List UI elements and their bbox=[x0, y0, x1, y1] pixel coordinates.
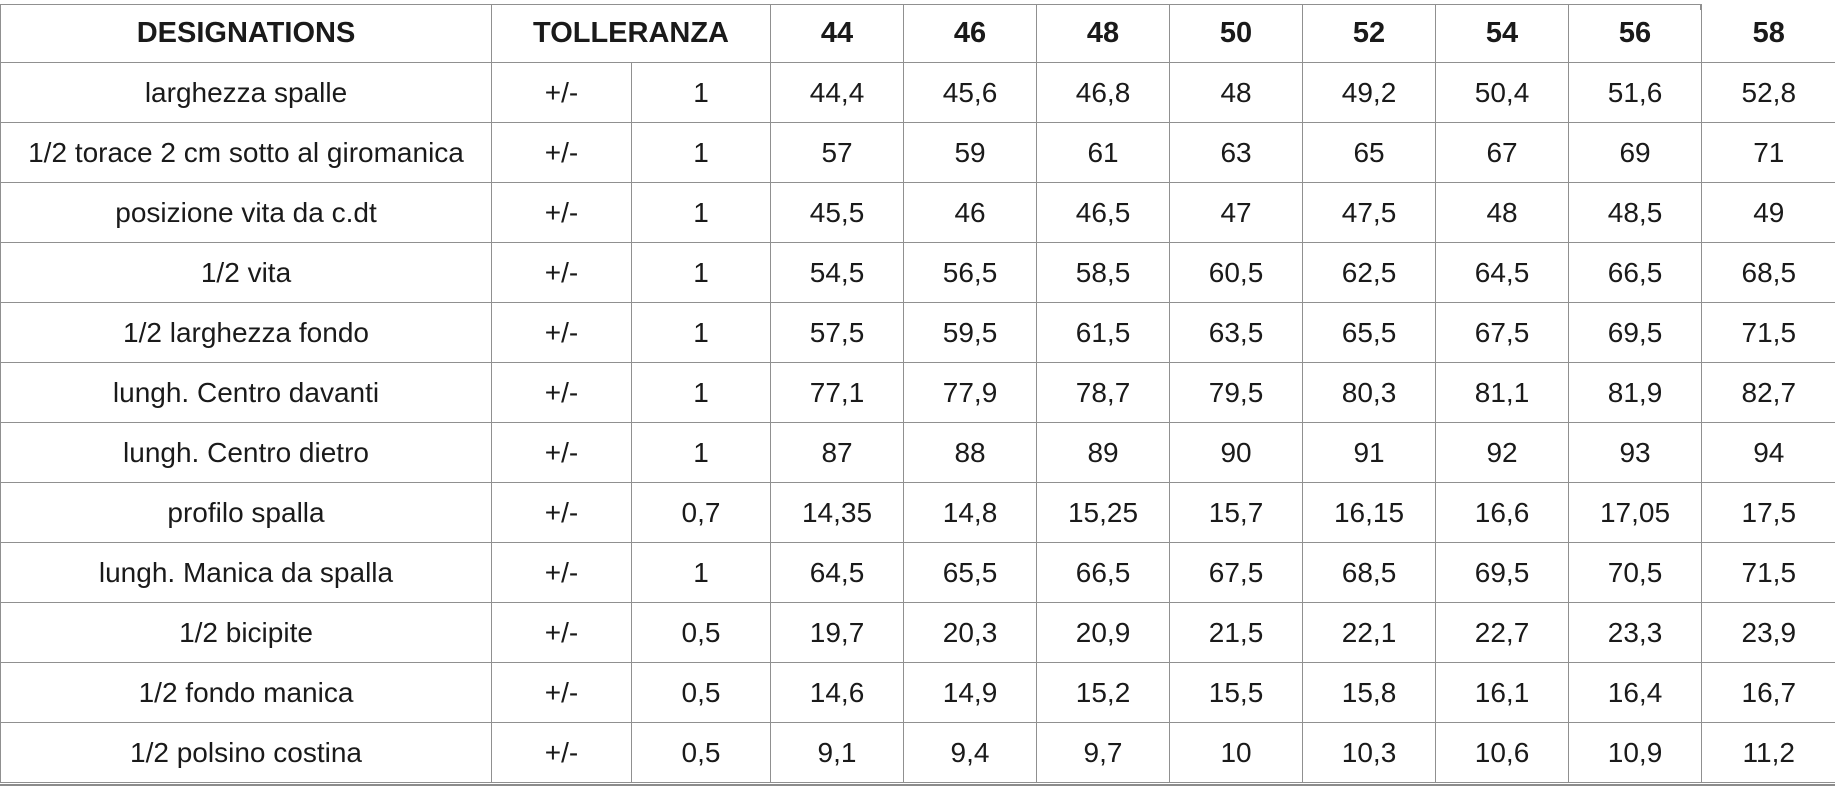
column-header-size-54: 54 bbox=[1436, 5, 1569, 63]
measurement-cell: 77,1 bbox=[771, 363, 904, 423]
measurement-cell: 66,5 bbox=[1569, 243, 1702, 303]
measurement-cell: 9,7 bbox=[1037, 723, 1170, 783]
tolerance-sign-cell: +/- bbox=[492, 543, 632, 603]
measurement-cell: 71,5 bbox=[1702, 303, 1835, 363]
measurement-cell: 10,6 bbox=[1436, 723, 1569, 783]
measurement-cell: 65,5 bbox=[1303, 303, 1436, 363]
designation-cell: 1/2 fondo manica bbox=[1, 663, 492, 723]
tolerance-value-cell: 0,5 bbox=[632, 603, 771, 663]
measurement-cell: 14,6 bbox=[771, 663, 904, 723]
measurement-cell: 23,3 bbox=[1569, 603, 1702, 663]
measurement-cell: 15,2 bbox=[1037, 663, 1170, 723]
table-row bbox=[1, 483, 1835, 543]
designation-cell: 1/2 larghezza fondo bbox=[1, 303, 492, 363]
designation-cell: posizione vita da c.dt bbox=[1, 183, 492, 243]
measurement-cell: 9,1 bbox=[771, 723, 904, 783]
measurement-cell: 46,8 bbox=[1037, 63, 1170, 123]
table-row bbox=[1, 663, 1835, 723]
measurement-cell: 16,1 bbox=[1436, 663, 1569, 723]
column-header-tolleranza: TOLLERANZA bbox=[492, 5, 771, 63]
measurement-cell: 46,5 bbox=[1037, 183, 1170, 243]
measurement-cell: 60,5 bbox=[1170, 243, 1303, 303]
measurement-cell: 16,15 bbox=[1303, 483, 1436, 543]
header-divider-stub bbox=[1700, 4, 1701, 10]
table-row bbox=[1, 603, 1835, 663]
tolerance-value-cell: 1 bbox=[632, 303, 771, 363]
measurement-cell: 81,9 bbox=[1569, 363, 1702, 423]
tolerance-sign-cell: +/- bbox=[492, 63, 632, 123]
measurement-cell: 69 bbox=[1569, 123, 1702, 183]
measurement-cell: 19,7 bbox=[771, 603, 904, 663]
measurement-cell: 51,6 bbox=[1569, 63, 1702, 123]
measurement-cell: 58,5 bbox=[1037, 243, 1170, 303]
tolerance-sign-cell: +/- bbox=[492, 123, 632, 183]
table-row bbox=[1, 63, 1835, 123]
column-header-size-58: 58 bbox=[1702, 5, 1835, 63]
designation-cell: lungh. Centro davanti bbox=[1, 363, 492, 423]
measurement-cell: 66,5 bbox=[1037, 543, 1170, 603]
tolerance-value-cell: 1 bbox=[632, 243, 771, 303]
measurement-cell: 49 bbox=[1702, 183, 1835, 243]
measurement-cell: 22,1 bbox=[1303, 603, 1436, 663]
table-row bbox=[1, 183, 1835, 243]
measurement-cell: 64,5 bbox=[1436, 243, 1569, 303]
measurement-cell: 21,5 bbox=[1170, 603, 1303, 663]
tolerance-sign-cell: +/- bbox=[492, 723, 632, 783]
measurement-cell: 22,7 bbox=[1436, 603, 1569, 663]
measurement-cell: 20,9 bbox=[1037, 603, 1170, 663]
measurement-cell: 77,9 bbox=[904, 363, 1037, 423]
measurement-cell: 56,5 bbox=[904, 243, 1037, 303]
measurement-cell: 45,5 bbox=[771, 183, 904, 243]
measurement-cell: 15,25 bbox=[1037, 483, 1170, 543]
measurement-cell: 63 bbox=[1170, 123, 1303, 183]
designation-cell: lungh. Centro dietro bbox=[1, 423, 492, 483]
tolerance-sign-cell: +/- bbox=[492, 243, 632, 303]
table-row bbox=[1, 363, 1835, 423]
measurement-cell: 79,5 bbox=[1170, 363, 1303, 423]
measurement-cell: 88 bbox=[904, 423, 1037, 483]
measurement-cell: 61,5 bbox=[1037, 303, 1170, 363]
tolerance-sign-cell: +/- bbox=[492, 303, 632, 363]
measurement-cell: 68,5 bbox=[1303, 543, 1436, 603]
measurement-cell: 57 bbox=[771, 123, 904, 183]
column-header-size-48: 48 bbox=[1037, 5, 1170, 63]
measurement-cell: 78,7 bbox=[1037, 363, 1170, 423]
measurement-cell: 67,5 bbox=[1436, 303, 1569, 363]
designation-cell: lungh. Manica da spalla bbox=[1, 543, 492, 603]
measurement-cell: 48 bbox=[1436, 183, 1569, 243]
measurement-cell: 80,3 bbox=[1303, 363, 1436, 423]
tolerance-value-cell: 1 bbox=[632, 543, 771, 603]
tolerance-sign-cell: +/- bbox=[492, 663, 632, 723]
tolerance-value-cell: 0,7 bbox=[632, 483, 771, 543]
designation-cell: 1/2 torace 2 cm sotto al giromanica bbox=[1, 123, 492, 183]
table-row bbox=[1, 303, 1835, 363]
measurement-cell: 17,5 bbox=[1702, 483, 1835, 543]
measurement-cell: 10 bbox=[1170, 723, 1303, 783]
measurement-cell: 94 bbox=[1702, 423, 1835, 483]
measurement-cell: 20,3 bbox=[904, 603, 1037, 663]
tolerance-value-cell: 1 bbox=[632, 363, 771, 423]
measurement-cell: 64,5 bbox=[771, 543, 904, 603]
measurement-cell: 10,9 bbox=[1569, 723, 1702, 783]
measurement-cell: 47 bbox=[1170, 183, 1303, 243]
table-row bbox=[1, 123, 1835, 183]
measurement-cell: 9,4 bbox=[904, 723, 1037, 783]
measurement-cell: 14,9 bbox=[904, 663, 1037, 723]
table-row bbox=[1, 243, 1835, 303]
measurement-cell: 57,5 bbox=[771, 303, 904, 363]
table-header-row bbox=[1, 5, 1835, 63]
measurement-cell: 82,7 bbox=[1702, 363, 1835, 423]
tolerance-value-cell: 0,5 bbox=[632, 723, 771, 783]
measurement-cell: 91 bbox=[1303, 423, 1436, 483]
measurement-cell: 65,5 bbox=[904, 543, 1037, 603]
designation-cell: larghezza spalle bbox=[1, 63, 492, 123]
measurement-cell: 50,4 bbox=[1436, 63, 1569, 123]
measurement-cell: 62,5 bbox=[1303, 243, 1436, 303]
column-header-size-44: 44 bbox=[771, 5, 904, 63]
measurement-cell: 90 bbox=[1170, 423, 1303, 483]
measurement-cell: 49,2 bbox=[1303, 63, 1436, 123]
designation-cell: 1/2 vita bbox=[1, 243, 492, 303]
column-header-size-56: 56 bbox=[1569, 5, 1702, 63]
measurement-cell: 15,7 bbox=[1170, 483, 1303, 543]
tolerance-sign-cell: +/- bbox=[492, 183, 632, 243]
measurement-cell: 14,35 bbox=[771, 483, 904, 543]
measurement-cell: 69,5 bbox=[1436, 543, 1569, 603]
measurement-cell: 71,5 bbox=[1702, 543, 1835, 603]
column-header-size-46: 46 bbox=[904, 5, 1037, 63]
tolerance-value-cell: 1 bbox=[632, 183, 771, 243]
measurement-cell: 61 bbox=[1037, 123, 1170, 183]
column-header-designations: DESIGNATIONS bbox=[1, 5, 492, 63]
tolerance-sign-cell: +/- bbox=[492, 483, 632, 543]
measurement-cell: 93 bbox=[1569, 423, 1702, 483]
measurement-cell: 59 bbox=[904, 123, 1037, 183]
measurement-cell: 16,7 bbox=[1702, 663, 1835, 723]
measurement-cell: 68,5 bbox=[1702, 243, 1835, 303]
measurement-cell: 71 bbox=[1702, 123, 1835, 183]
measurement-cell: 17,05 bbox=[1569, 483, 1702, 543]
designation-cell: profilo spalla bbox=[1, 483, 492, 543]
measurement-cell: 10,3 bbox=[1303, 723, 1436, 783]
measurement-cell: 59,5 bbox=[904, 303, 1037, 363]
designation-cell: 1/2 bicipite bbox=[1, 603, 492, 663]
tolerance-sign-cell: +/- bbox=[492, 603, 632, 663]
measurement-cell: 89 bbox=[1037, 423, 1170, 483]
measurement-cell: 54,5 bbox=[771, 243, 904, 303]
measurement-cell: 52,8 bbox=[1702, 63, 1835, 123]
tolerance-value-cell: 1 bbox=[632, 63, 771, 123]
measurement-cell: 67,5 bbox=[1170, 543, 1303, 603]
column-header-size-50: 50 bbox=[1170, 5, 1303, 63]
measurement-cell: 11,2 bbox=[1702, 723, 1835, 783]
tolerance-value-cell: 1 bbox=[632, 123, 771, 183]
tolerance-value-cell: 1 bbox=[632, 423, 771, 483]
tolerance-value-cell: 0,5 bbox=[632, 663, 771, 723]
measurement-cell: 69,5 bbox=[1569, 303, 1702, 363]
measurement-cell: 16,6 bbox=[1436, 483, 1569, 543]
table-row bbox=[1, 423, 1835, 483]
measurement-cell: 15,5 bbox=[1170, 663, 1303, 723]
measurement-cell: 48,5 bbox=[1569, 183, 1702, 243]
measurement-cell: 92 bbox=[1436, 423, 1569, 483]
measurement-cell: 23,9 bbox=[1702, 603, 1835, 663]
size-measurement-table bbox=[0, 4, 1835, 783]
table-row bbox=[1, 723, 1835, 783]
measurement-cell: 70,5 bbox=[1569, 543, 1702, 603]
table-body bbox=[1, 63, 1835, 783]
measurement-cell: 63,5 bbox=[1170, 303, 1303, 363]
measurement-cell: 48 bbox=[1170, 63, 1303, 123]
measurement-cell: 46 bbox=[904, 183, 1037, 243]
table-row bbox=[1, 543, 1835, 603]
measurement-cell: 67 bbox=[1436, 123, 1569, 183]
measurement-cell: 81,1 bbox=[1436, 363, 1569, 423]
measurement-cell: 87 bbox=[771, 423, 904, 483]
size-spec-sheet bbox=[0, 4, 1835, 786]
measurement-cell: 14,8 bbox=[904, 483, 1037, 543]
measurement-cell: 15,8 bbox=[1303, 663, 1436, 723]
column-header-size-52: 52 bbox=[1303, 5, 1436, 63]
measurement-cell: 16,4 bbox=[1569, 663, 1702, 723]
designation-cell: 1/2 polsino costina bbox=[1, 723, 492, 783]
measurement-cell: 65 bbox=[1303, 123, 1436, 183]
measurement-cell: 44,4 bbox=[771, 63, 904, 123]
tolerance-sign-cell: +/- bbox=[492, 423, 632, 483]
measurement-cell: 45,6 bbox=[904, 63, 1037, 123]
measurement-cell: 47,5 bbox=[1303, 183, 1436, 243]
tolerance-sign-cell: +/- bbox=[492, 363, 632, 423]
